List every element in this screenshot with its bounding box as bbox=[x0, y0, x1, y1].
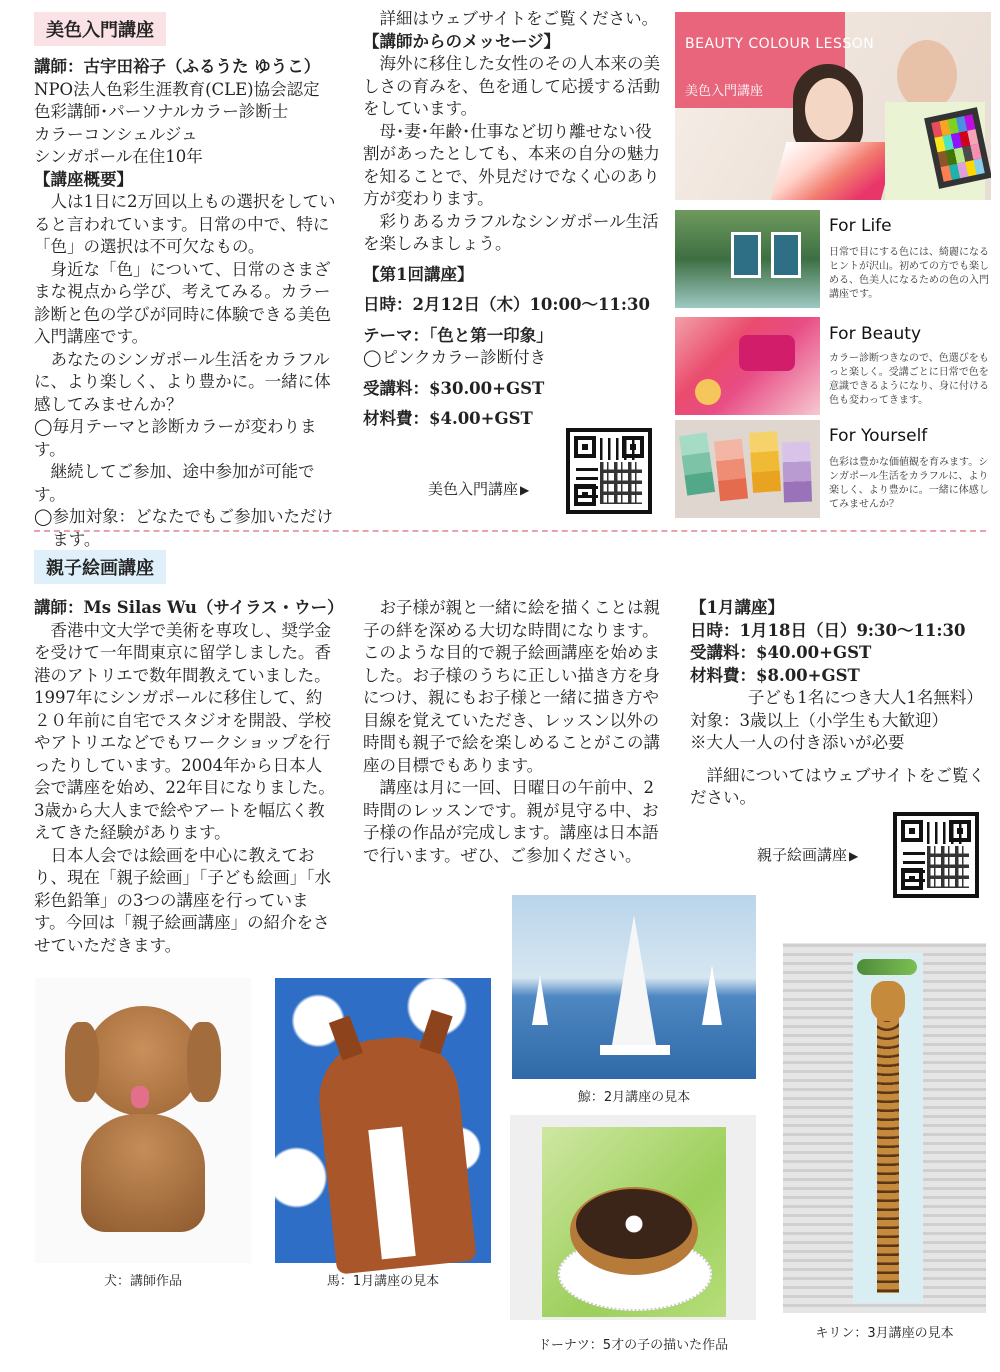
text-line: 海外に移住した女性のその人本来の美しさの育みを、色を通して応援する活動をしています。 bbox=[363, 54, 660, 118]
text-line: あなたのシンガポール生活をカラフルに、より楽しく、より豊かに。一緒に体感してみませんか？ bbox=[34, 349, 331, 414]
caption-giraffe: キリン：3月講座の見本 bbox=[815, 1326, 954, 1341]
text-line: 講師：Ms Silas Wu（サイラス・ウー） bbox=[34, 598, 344, 617]
text-line: 日本人会では絵画を中心に教えており、現在「親子絵画」「子ども絵画」「水彩色鉛筆」の3つの講座を行っています。今回は「親子絵画講座」の紹介をさせていただきます。 bbox=[34, 845, 331, 955]
text-line: 日時：1月18日（日）9:30〜11:30 bbox=[690, 620, 966, 640]
horse-ear bbox=[329, 1015, 363, 1060]
flower-charm bbox=[695, 379, 721, 405]
section-divider bbox=[34, 530, 986, 532]
text-line: 【講師からのメッセージ】 bbox=[363, 31, 561, 51]
beauty-middle-column bbox=[363, 8, 663, 431]
text-line: 香港中文大学で美術を専攻し、奨学金を受けて一年間東京に留学しました。香港のアトリエで数年間教えていました。1997年にシンガポールに移住して、約２０年前に自宅でスタジオを開設、学校やアトリエなどでもワークショップを行ったりしています。2004年から日本人会で講座を始め、22年目になりました。3歳から大人まで絵やアートを幅広く教えてきた経験があります。 bbox=[34, 620, 335, 842]
text-line: お子様が親と一緒に絵を描くことは親子の絆を深める大切な時間になります。このような目的で親子絵画講座を始めました。お子様のうちに正しい描き方を身につけ、親にもお子様と一緒に描き方や目線を覚えていただき、レッスン以外の時間も親子で絵を楽しめることがこの講座の目標でもあります。 bbox=[363, 598, 660, 775]
text-line: ◯参加対象：どなたでもご参加いただけます。 bbox=[34, 507, 333, 549]
colour-drape bbox=[768, 142, 897, 200]
text-line: 講師：古宇田裕子（ふるうた ゆうこ） bbox=[34, 57, 321, 76]
small-sail bbox=[532, 975, 548, 1025]
text-line: 子ども1名につき大人1名無料） bbox=[747, 688, 983, 707]
text-line: 日時：2月12日（木）10:00〜11:30 bbox=[363, 295, 650, 314]
horse-painting bbox=[275, 978, 491, 1263]
text-line: 色彩講師･パーソナルカラー診断士 bbox=[34, 102, 289, 121]
dog-body bbox=[81, 1114, 205, 1232]
swatch-card bbox=[749, 431, 781, 493]
dog-ear bbox=[65, 1022, 99, 1102]
banner-title: BEAUTY COLOUR LESSON bbox=[685, 36, 875, 52]
donut-icing bbox=[576, 1189, 692, 1259]
text-line: シンガポール在住10年 bbox=[34, 147, 203, 166]
boat-hull bbox=[600, 1045, 670, 1055]
pink-bag bbox=[739, 335, 795, 371]
for-yourself-photo bbox=[675, 420, 820, 518]
panel-title-for-life: For Life bbox=[829, 216, 892, 236]
caption-whale: 鯨：2月講座の見本 bbox=[577, 1090, 691, 1105]
whale-sailboat-painting bbox=[512, 895, 756, 1079]
swatch-card bbox=[714, 439, 748, 502]
panel-text-for-beauty: カラー診断つきなので、色選びをもっと楽しく。受講ごとに日常で色を意識できるようになり、身に付ける色も変わってきます。 bbox=[829, 353, 989, 406]
branch-leaves bbox=[857, 959, 917, 975]
banner-subtitle: 美色入門講座 bbox=[685, 84, 764, 99]
text-line: ◯ピンクカラー診断付き bbox=[363, 348, 547, 367]
shutter-window bbox=[771, 232, 801, 278]
text-line: ※大人一人の付き添いが必要 bbox=[690, 733, 905, 752]
swatch-card bbox=[782, 442, 812, 503]
text-line: 受講料：$30.00+GST bbox=[363, 378, 545, 398]
text-line: 【1月講座】 bbox=[690, 598, 784, 617]
text-line: NPO法人色彩生涯教育(CLE)協会認定 bbox=[34, 79, 320, 99]
giraffe-neck bbox=[877, 1003, 899, 1293]
painting-section-tag: 親子絵画講座 bbox=[34, 550, 166, 584]
painting-qr-code[interactable] bbox=[893, 812, 979, 898]
text-line: 詳細はウェブサイトをご覧ください。 bbox=[379, 9, 659, 28]
dog-ear bbox=[187, 1022, 221, 1102]
caption-donut: ドーナツ：5才の子の描いた作品 bbox=[537, 1338, 729, 1353]
text-line: 身近な「色」について、日常のさまざまな視点から学び、考えてみる。カラー診断と色の学びが同時に体験できる美色入門講座です。 bbox=[34, 259, 331, 346]
woman-face bbox=[805, 78, 853, 140]
for-life-photo bbox=[675, 210, 820, 308]
caption-dog: 犬：講師作品 bbox=[103, 1274, 182, 1289]
dog-painting bbox=[35, 978, 251, 1263]
instructor-face bbox=[897, 40, 957, 110]
text-line: 彩りあるカラフルなシンガポール生活を楽しみましょう。 bbox=[363, 211, 659, 253]
text-line: 講座は月に一回、日曜日の午前中、2時間のレッスンです。親が見守る中、お子様の作品が完成します。講座は日本語で行います。ぜひ、ご参加ください。 bbox=[363, 778, 659, 865]
panel-title-for-yourself: For Yourself bbox=[829, 426, 928, 446]
painting-right-column bbox=[690, 597, 986, 810]
text-line: 【第1回講座】 bbox=[363, 264, 474, 284]
giraffe-head bbox=[871, 981, 905, 1021]
caption-horse: 馬：1月講座の見本 bbox=[326, 1274, 440, 1289]
text-line: テーマ：「色と第一印象」 bbox=[363, 325, 553, 345]
dog-tongue bbox=[131, 1086, 149, 1108]
painting-middle-column bbox=[363, 597, 663, 867]
beauty-qr-code[interactable] bbox=[566, 428, 652, 514]
giraffe-painting-photo bbox=[783, 943, 986, 1313]
text-line: 継続してご参加、途中参加が可能です。 bbox=[34, 462, 315, 504]
sail bbox=[612, 915, 656, 1045]
text-line: 【講座概要】 bbox=[34, 169, 133, 189]
horse-ear bbox=[419, 1010, 452, 1055]
text-line: 対象：3歳以上（小学生も大歓迎） bbox=[690, 710, 948, 730]
donut-painting-photo bbox=[510, 1115, 756, 1320]
panel-title-for-beauty: For Beauty bbox=[829, 324, 922, 344]
panel-text-for-yourself: 色彩は豊かな価値観を育みます。シンガポール生活をカラフルに、より楽しく、より豊かに。一緒に体感してみませんか？ bbox=[829, 457, 989, 510]
wood-board bbox=[853, 953, 923, 1303]
text-line: 人は1日に2万回以上もの選択をしていると言われています。日常の中で、特に「色」の選択は不可欠なもの。 bbox=[34, 192, 336, 256]
beauty-banner-photo bbox=[675, 12, 991, 200]
text-line: 受講料：$40.00+GST bbox=[690, 643, 872, 662]
text-line: 母･妻･年齢･仕事など切り離せない役割があったとしても、本来の自分の魅力を知ることで、外見だけでなく心のあり方が変わります。 bbox=[363, 121, 660, 208]
text-line: 材料費：$4.00+GST bbox=[363, 409, 533, 428]
beauty-left-column bbox=[34, 56, 338, 551]
swatch-card bbox=[679, 432, 715, 495]
panel-text-for-life: 日常で目にする色には、綺麗になるヒントが沢山。初めての方でも楽しめる、色美人になるための色の入門講座です。 bbox=[829, 247, 989, 300]
for-beauty-photo bbox=[675, 317, 820, 415]
canvas bbox=[542, 1127, 726, 1317]
shutter-window bbox=[731, 232, 761, 278]
text-line: 詳細についてはウェブサイトをご覧ください。 bbox=[690, 765, 985, 807]
beauty-section-tag: 美色入門講座 bbox=[34, 12, 166, 46]
painting-qr-label: 親子絵画講座 ▶ bbox=[757, 844, 858, 865]
beauty-qr-label: 美色入門講座 ▶ bbox=[428, 478, 529, 499]
small-sail bbox=[702, 965, 722, 1025]
text-line: カラーコンシェルジュ bbox=[34, 124, 198, 144]
painting-left-column bbox=[34, 597, 344, 957]
text-line: 材料費：$8.00+GST bbox=[690, 665, 860, 685]
text-line: ◯毎月テーマと診断カラーが変わります。 bbox=[34, 417, 317, 459]
